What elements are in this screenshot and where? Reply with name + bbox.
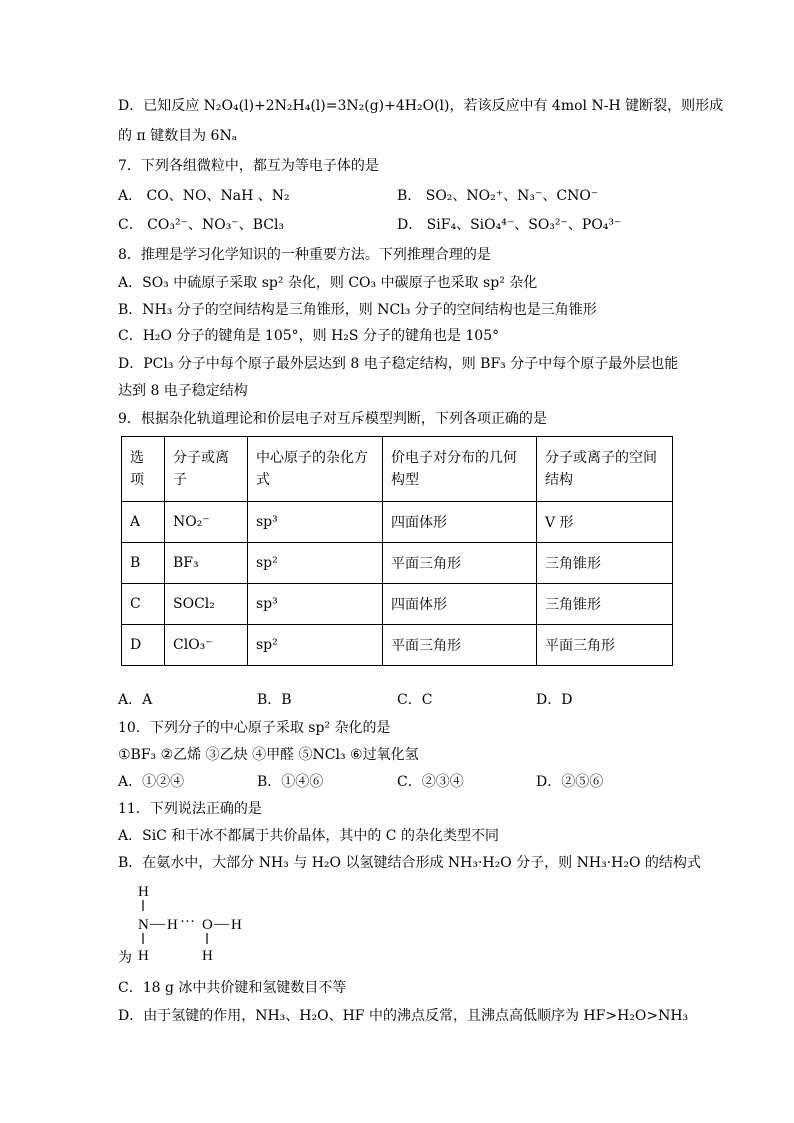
- table-row: [122, 502, 673, 543]
- header-option: 选项: [122, 437, 165, 502]
- formula-h-middle: H: [167, 917, 178, 933]
- cell-molecular-shape: 平面三角形: [537, 625, 673, 666]
- q11-stem: 11．下列说法正确的是: [118, 801, 262, 817]
- q10-option-b: B．①④⑥: [257, 774, 324, 790]
- cell-species: SOCl₂: [165, 584, 248, 625]
- q8-stem: 8．推理是学习化学知识的一种重要方法。下列推理合理的是: [118, 247, 491, 263]
- cell-species: ClO₃⁻: [165, 625, 248, 666]
- cell-hybridization: sp³: [248, 584, 383, 625]
- q8-option-a: A．SO₃ 中硫原子采取 sp² 杂化，则 CO₃ 中碳原子也采取 sp² 杂化: [118, 275, 538, 291]
- q8-option-d-line2: 达到 8 电子稳定结构: [118, 383, 248, 399]
- q10-stem: 10．下列分子的中心原子采取 sp² 杂化的是: [118, 720, 391, 736]
- cell-option: A: [122, 502, 165, 543]
- q8-option-c: C．H₂O 分子的键角是 105°，则 H₂S 分子的键角也是 105°: [118, 328, 500, 344]
- formula-h-top: H: [138, 884, 149, 900]
- q9-option-d: D．D: [536, 692, 573, 708]
- q11-option-d: D．由于氢键的作用，NH₃、H₂O、HF 中的沸点反常，且沸点高低顺序为 HF>H₂O>NH₃: [118, 1008, 689, 1024]
- cell-molecular-shape: V 形: [537, 502, 673, 543]
- formula-hydrogen-bond: ···: [180, 914, 195, 930]
- q6-option-d-line2: 的 π 键数目为 6Nₐ: [118, 128, 238, 144]
- table-header-row: [122, 437, 673, 502]
- table-row: [122, 543, 673, 584]
- cell-hybridization: sp³: [248, 502, 383, 543]
- q7-option-a: A． CO、NO、NaH 、N₂: [118, 188, 290, 204]
- formula-o: O: [202, 917, 213, 933]
- q8-option-d-line1: D．PCl₃ 分子中每个原子最外层达到 8 电子稳定结构，则 BF₃ 分子中每个原子最外层也能: [118, 356, 679, 372]
- cell-option: C: [122, 584, 165, 625]
- q10-items: ①BF₃ ②乙烯 ③乙炔 ④甲醛 ⑤NCl₃ ⑥过氧化氢: [118, 747, 419, 763]
- header-species: 分子或离子: [165, 437, 248, 502]
- q7-option-c: C． CO₃²⁻、NO₃⁻、BCl₃: [118, 217, 285, 233]
- cell-electron-geometry: 四面体形: [383, 502, 537, 543]
- formula-bond-nh: —: [150, 916, 165, 932]
- q11-option-b-tail: 为: [118, 950, 132, 966]
- q10-option-d: D．②⑤⑥: [536, 774, 604, 790]
- cell-electron-geometry: 平面三角形: [383, 543, 537, 584]
- formula-bond-oh: —: [214, 916, 229, 932]
- cell-hybridization: sp²: [248, 543, 383, 584]
- q9-table: [121, 436, 673, 666]
- cell-species: NO₂⁻: [165, 502, 248, 543]
- q9-stem: 9．根据杂化轨道理论和价层电子对互斥模型判断，下列各项正确的是: [118, 411, 547, 427]
- header-hybridization: 中心原子的杂化方式: [248, 437, 383, 502]
- cell-option: B: [122, 543, 165, 584]
- q6-option-d-line1: D．已知反应 N₂O₄(l)+2N₂H₄(l)=3N₂(g)+4H₂O(l)，若该反应中有 4mol N-H 键断裂，则形成: [118, 98, 724, 114]
- q7-option-d: D． SiF₄、SiO₄⁴⁻、SO₃²⁻、PO₄³⁻: [397, 217, 622, 233]
- q11-option-b: B．在氨水中，大部分 NH₃ 与 H₂O 以氢键结合形成 NH₃·H₂O 分子，则 NH₃·H₂O 的结构式: [118, 855, 701, 871]
- q10-option-c: C．②③④: [397, 774, 464, 790]
- formula-h-bottom-left: H: [138, 948, 149, 964]
- q9-option-b: B．B: [257, 692, 292, 708]
- q7-option-b: B． SO₂、NO₂⁺、N₃⁻、CNO⁻: [397, 188, 599, 204]
- formula-h-bottom-right: H: [202, 948, 213, 964]
- header-electron-geometry: 价电子对分布的几何构型: [383, 437, 537, 502]
- q9-option-a: A．A: [118, 692, 153, 708]
- cell-species: BF₃: [165, 543, 248, 584]
- q10-option-a: A．①②④: [118, 774, 185, 790]
- cell-hybridization: sp²: [248, 625, 383, 666]
- cell-molecular-shape: 三角锥形: [537, 584, 673, 625]
- q11-option-c: C．18 g 冰中共价键和氢键数目不等: [118, 980, 347, 996]
- table-row: [122, 584, 673, 625]
- table-row: [122, 625, 673, 666]
- cell-option: D: [122, 625, 165, 666]
- q7-stem: 7．下列各组微粒中，都互为等电子体的是: [118, 158, 379, 174]
- q9-option-c: C．C: [397, 692, 433, 708]
- q8-option-b: B．NH₃ 分子的空间结构是三角锥形，则 NCl₃ 分子的空间结构也是三角锥形: [118, 302, 597, 318]
- cell-electron-geometry: 四面体形: [383, 584, 537, 625]
- header-molecular-shape: 分子或离子的空间结构: [537, 437, 673, 502]
- cell-electron-geometry: 平面三角形: [383, 625, 537, 666]
- formula-n: N: [138, 917, 149, 933]
- q11-option-a: A．SiC 和干冰不都属于共价晶体，其中的 C 的杂化类型不同: [118, 828, 499, 844]
- formula-h-right: H: [231, 917, 242, 933]
- nh3-h2o-structural-formula: [118, 882, 258, 964]
- cell-molecular-shape: 三角锥形: [537, 543, 673, 584]
